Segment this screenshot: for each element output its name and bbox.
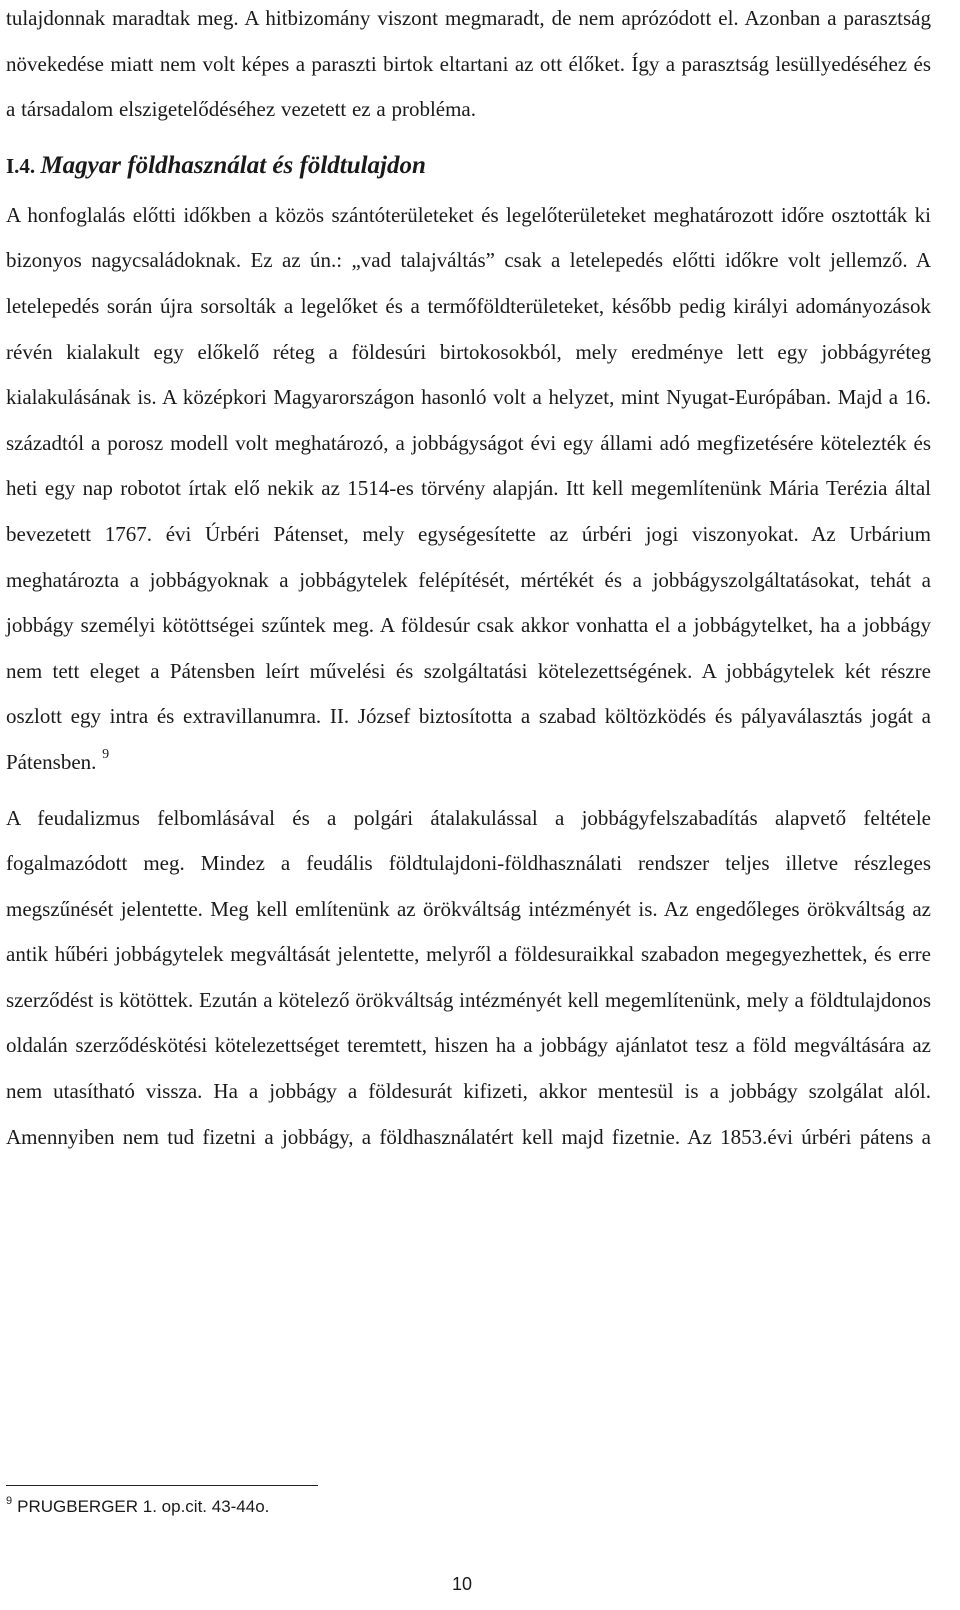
section-heading	[6, 146, 931, 186]
footnote-separator	[6, 1485, 318, 1486]
document-page	[6, 0, 931, 1160]
paragraph-main	[6, 193, 931, 786]
footnote	[6, 1494, 269, 1522]
section-number: I.4.	[6, 153, 36, 178]
paragraph-last	[6, 796, 931, 1161]
section-title: Magyar földhasználat és földtulajdon	[40, 151, 426, 179]
paragraph-intro-text: tulajdonnak maradtak meg. A hitbizomány viszont megmaradt, de nem aprózódott el. Azonban a parasztság növekedése miatt nem volt képes a paraszti birtok eltartani az ott élőket. Így a parasztság lesüllyedéséhez és a társadalom elszigetelődéséhez vezetett ez a probléma.	[6, 6, 931, 122]
footnote-number: 9	[6, 1495, 13, 1507]
footnote-text: PRUGBERGER 1. op.cit. 43-44o.	[17, 1497, 270, 1516]
paragraph-intro	[6, 0, 931, 133]
footnote-reference[interactable]: 9	[102, 746, 110, 762]
page-number: 10	[452, 1574, 473, 1594]
paragraph-last-text: A feudalizmus felbomlásával és a polgári átalakulással a jobbágyfelszabadítás alapvető feltétele fogalmazódott meg. Mindez a feudális földtulajdoni-földhasználati rendszer teljes illetve részleges megszűnését jelentette. Meg kell említenünk az örökváltság intézményét is. Az engedőleges örökváltság az antik hűbéri jobbágytelek megváltását jelentette, melyről a földesuraikkal szabadon megegyezhettek, és erre szerződést is kötöttek. Ezután a kötelező örökváltság intézményét kell megemlítenünk, mely a földtulajdonos oldalán szerződéskötési kötelezettséget teremtett, hiszen ha a jobbágy ajánlatot tesz a föld megváltására az nem utasítható vissza. Ha a jobbágy a földesurát kifizeti, akkor mentesül is a jobbágy szolgálat alól. Amennyiben nem tud fizetni a jobbágy, a földhasználatért kell majd fizetnie. Az 1853.évi úrbéri pátens a	[6, 805, 931, 1149]
paragraph-main-text: A honfoglalás előtti időkben a közös szántóterületeket és legelőterületeket meghatározott időre osztották ki bizonyos nagycsaládoknak. Ez az ún.: „vad talajváltás” csak a letelepedés előtti időkre volt jellemző. A letelepedés során újra sorsolták a legelőket és a termőföldterületeket, később pedig királyi adományozások révén kialakult egy előkelő réteg a földesúri birtokosokból, mely eredménye lett egy jobbágyréteg kialakulásának is. A középkori Magyarországon hasonló volt a helyzet, mint Nyugat-Európában. Majd a 16. századtól a porosz modell volt meghatározó, a jobbágyságot évi egy állami adó megfizetésére kötelezték és heti egy nap robotot írtak elő nekik az 1514-es törvény alapján. Itt kell megemlítenünk Mária Terézia által bevezetett 1767. évi Úrbéri Pátenset, mely egységesítette az úrbéri jogi viszonyokat. Az Urbárium meghatározta a jobbágyoknak a jobbágytelek felépítését, mértékét és a jobbágyszolgáltatásokat, tehát a jobbágy személyi kötöttségei szűntek meg. A földesúr csak akkor vonhatta el a jobbágytelket, ha a jobbágy nem tett eleget a Pátensben leírt művelési és szolgáltatási kötelezettségének. A jobbágytelek két részre oszlott egy intra és extravillanumra. II. József biztosította a szabad költözködés és pályaválasztás jogát a Pátensben.	[6, 202, 931, 774]
